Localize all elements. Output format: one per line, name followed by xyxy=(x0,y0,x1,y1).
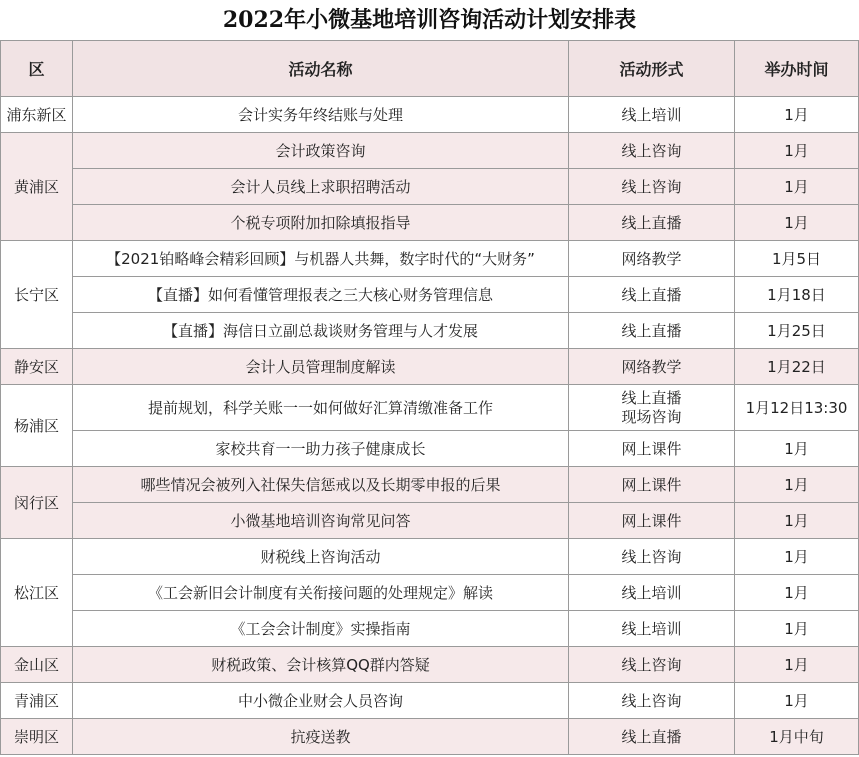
activity-cell: 财税政策、会计核算QQ群内答疑 xyxy=(73,647,569,683)
table-row xyxy=(1,575,859,611)
header-district: 区 xyxy=(1,41,73,97)
district-cell: 闵行区 xyxy=(1,467,73,539)
time-cell: 1月22日 xyxy=(735,349,859,385)
format-cell: 网上课件 xyxy=(569,431,735,467)
time-cell: 1月 xyxy=(735,467,859,503)
activity-cell: 《工会新旧会计制度有关衔接问题的处理规定》解读 xyxy=(73,575,569,611)
district-cell: 松江区 xyxy=(1,539,73,647)
activity-cell: 哪些情况会被列入社保失信惩戒以及长期零申报的后果 xyxy=(73,467,569,503)
format-cell: 网上课件 xyxy=(569,503,735,539)
activity-cell: 【2021铂略峰会精彩回顾】与机器人共舞，数字时代的“大财务” xyxy=(73,241,569,277)
format-cell: 线上直播 xyxy=(569,313,735,349)
page-title: 2022年小微基地培训咨询活动计划安排表 xyxy=(222,7,637,33)
table-row xyxy=(1,467,859,503)
time-cell: 1月 xyxy=(735,169,859,205)
time-cell: 1月 xyxy=(735,647,859,683)
district-cell: 浦东新区 xyxy=(1,97,73,133)
format-cell: 网络教学 xyxy=(569,349,735,385)
format-cell: 线上咨询 xyxy=(569,169,735,205)
time-cell: 1月 xyxy=(735,539,859,575)
format-cell: 线上咨询 xyxy=(569,647,735,683)
table-row xyxy=(1,719,859,755)
format-cell: 线上培训 xyxy=(569,97,735,133)
activity-cell: 会计实务年终结账与处理 xyxy=(73,97,569,133)
time-cell: 1月12日13:30 xyxy=(735,385,859,431)
table-row xyxy=(1,205,859,241)
district-cell: 黄浦区 xyxy=(1,133,73,241)
table-row xyxy=(1,431,859,467)
activity-cell: 【直播】如何看懂管理报表之三大核心财务管理信息 xyxy=(73,277,569,313)
time-cell: 1月 xyxy=(735,575,859,611)
activity-cell: 会计人员线上求职招聘活动 xyxy=(73,169,569,205)
format-cell: 网络教学 xyxy=(569,241,735,277)
time-cell: 1月中旬 xyxy=(735,719,859,755)
table-row xyxy=(1,313,859,349)
activity-cell: 【直播】海信日立副总裁谈财务管理与人才发展 xyxy=(73,313,569,349)
table-row xyxy=(1,611,859,647)
district-cell: 崇明区 xyxy=(1,719,73,755)
time-cell: 1月 xyxy=(735,611,859,647)
format-cell: 线上直播 xyxy=(569,277,735,313)
activity-cell: 中小微企业财会人员咨询 xyxy=(73,683,569,719)
activity-cell: 家校共育一一助力孩子健康成长 xyxy=(73,431,569,467)
time-cell: 1月 xyxy=(735,431,859,467)
time-cell: 1月18日 xyxy=(735,277,859,313)
format-line-2: 现场咨询 xyxy=(621,407,682,426)
format-cell xyxy=(569,385,735,431)
time-cell: 1月 xyxy=(735,97,859,133)
table-row xyxy=(1,97,859,133)
format-cell: 线上咨询 xyxy=(569,539,735,575)
table-row xyxy=(1,647,859,683)
district-cell: 长宁区 xyxy=(1,241,73,349)
format-line-1: 线上直播 xyxy=(621,388,682,407)
table-row xyxy=(1,241,859,277)
table-row xyxy=(1,385,859,431)
table-row xyxy=(1,133,859,169)
time-cell: 1月 xyxy=(735,133,859,169)
activity-cell: 会计人员管理制度解读 xyxy=(73,349,569,385)
table-row xyxy=(1,539,859,575)
format-cell: 线上培训 xyxy=(569,575,735,611)
time-cell: 1月25日 xyxy=(735,313,859,349)
district-cell: 青浦区 xyxy=(1,683,73,719)
activity-cell: 会计政策咨询 xyxy=(73,133,569,169)
activity-schedule-table xyxy=(0,40,859,755)
table-row xyxy=(1,683,859,719)
time-cell: 1月 xyxy=(735,683,859,719)
table-header-row xyxy=(1,41,859,97)
time-cell: 1月 xyxy=(735,205,859,241)
format-cell: 网上课件 xyxy=(569,467,735,503)
format-cell: 线上直播 xyxy=(569,719,735,755)
district-cell: 杨浦区 xyxy=(1,385,73,467)
format-cell: 线上直播 xyxy=(569,205,735,241)
header-time: 举办时间 xyxy=(735,41,859,97)
activity-cell: 提前规划，科学关账一一如何做好汇算清缴准备工作 xyxy=(73,385,569,431)
activity-cell: 小微基地培训咨询常见问答 xyxy=(73,503,569,539)
table-row xyxy=(1,169,859,205)
activity-cell: 抗疫送教 xyxy=(73,719,569,755)
activity-cell: 个税专项附加扣除填报指导 xyxy=(73,205,569,241)
time-cell: 1月 xyxy=(735,503,859,539)
table-row xyxy=(1,349,859,385)
activity-cell: 财税线上咨询活动 xyxy=(73,539,569,575)
district-cell: 金山区 xyxy=(1,647,73,683)
time-cell: 1月5日 xyxy=(735,241,859,277)
district-cell: 静安区 xyxy=(1,349,73,385)
table-row xyxy=(1,503,859,539)
format-cell: 线上培训 xyxy=(569,611,735,647)
header-activity: 活动名称 xyxy=(73,41,569,97)
format-cell: 线上咨询 xyxy=(569,133,735,169)
table-row xyxy=(1,277,859,313)
activity-cell: 《工会会计制度》实操指南 xyxy=(73,611,569,647)
header-format: 活动形式 xyxy=(569,41,735,97)
format-cell: 线上咨询 xyxy=(569,683,735,719)
